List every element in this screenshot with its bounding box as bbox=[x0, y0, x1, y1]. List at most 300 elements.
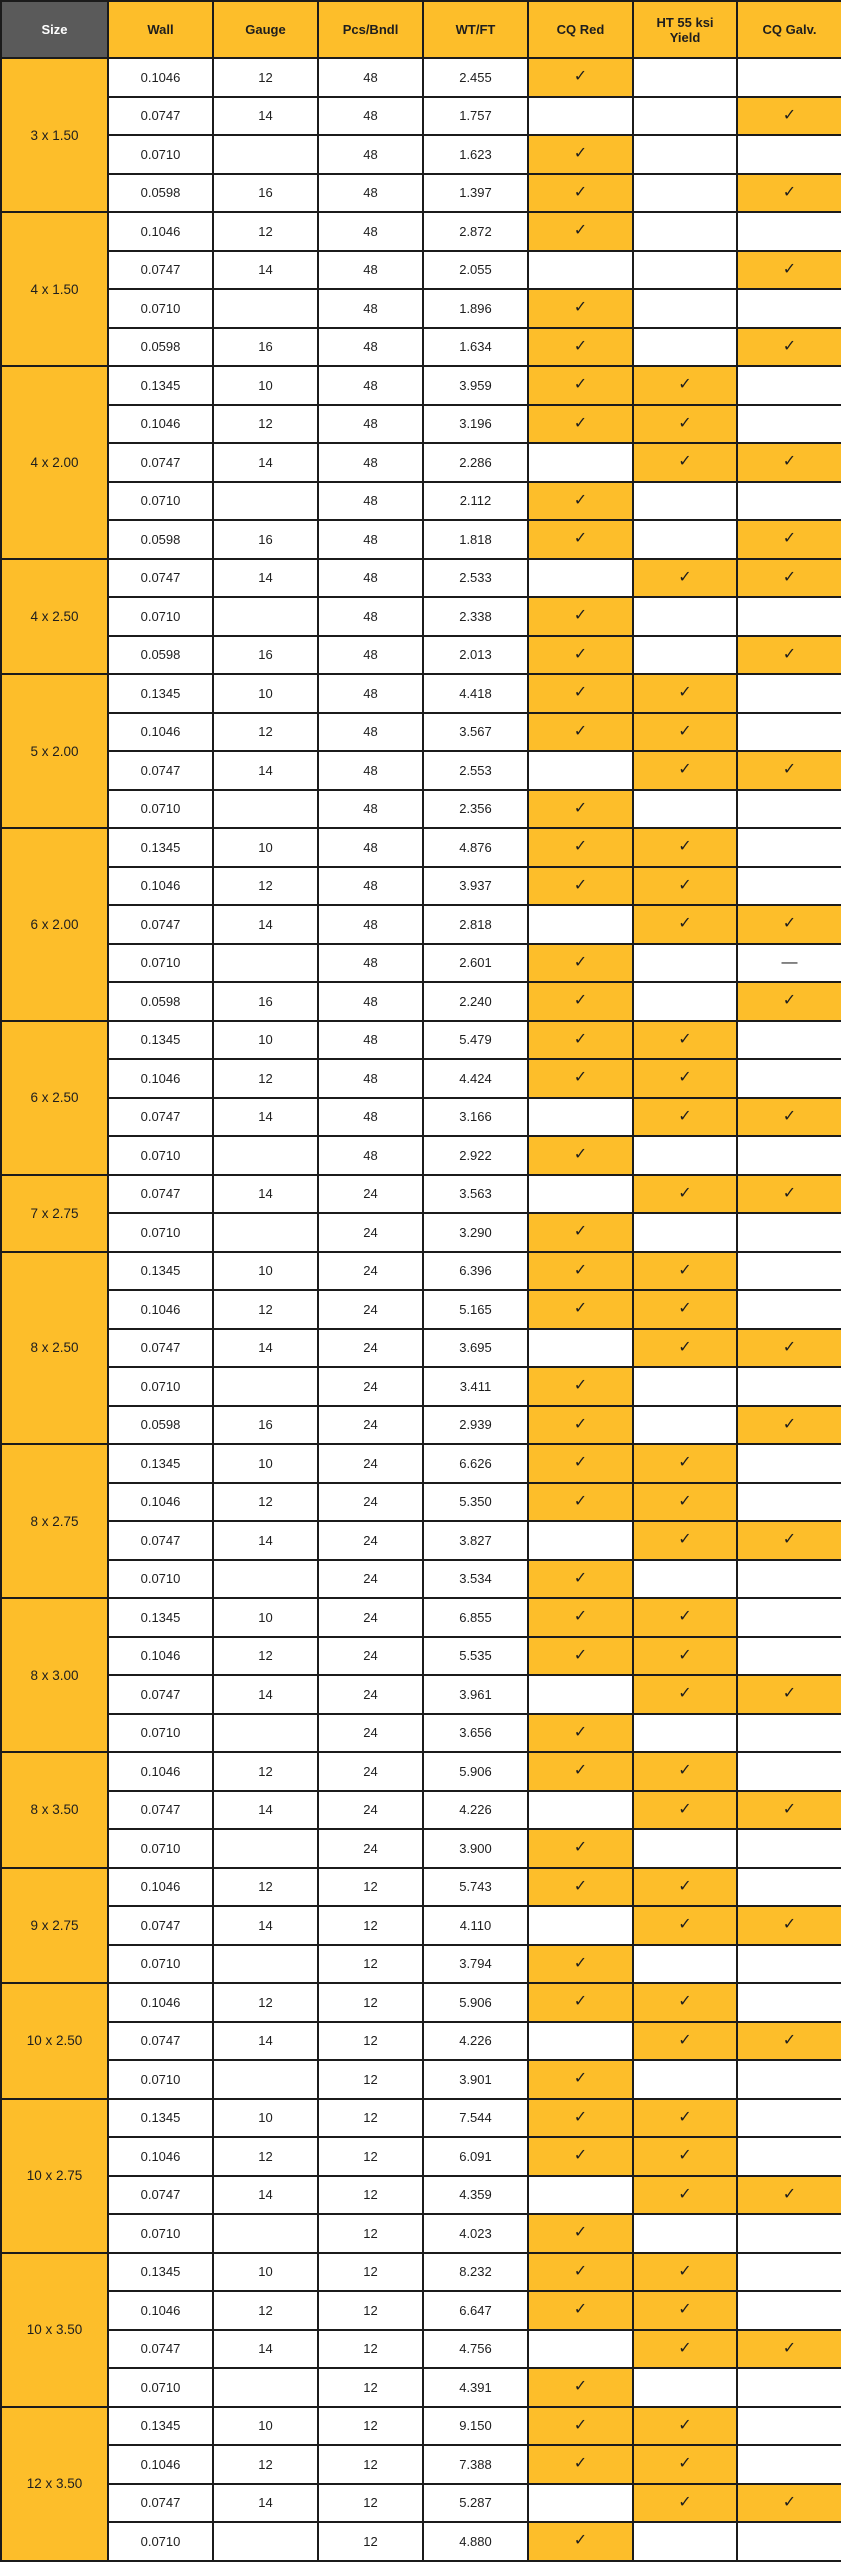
cq-galv-cell bbox=[737, 1675, 841, 1714]
checkmark-icon: ✓ bbox=[678, 2185, 692, 2203]
gauge-cell: 14 bbox=[213, 905, 318, 944]
wall-cell: 0.0747 bbox=[108, 1329, 213, 1368]
ht-55-ksi-cell bbox=[633, 944, 737, 983]
gauge-cell: 12 bbox=[213, 867, 318, 906]
cq-galv-cell bbox=[737, 1752, 841, 1791]
cq-galv-cell bbox=[737, 1829, 841, 1868]
ht-55-ksi-cell bbox=[633, 2330, 737, 2369]
gauge-cell: 10 bbox=[213, 2099, 318, 2138]
wt-ft-cell: 4.424 bbox=[423, 1059, 528, 1098]
gauge-cell: 14 bbox=[213, 1675, 318, 1714]
table-row bbox=[1, 251, 841, 290]
gauge-cell: 14 bbox=[213, 251, 318, 290]
wt-ft-cell: 4.023 bbox=[423, 2214, 528, 2253]
cq-red-cell bbox=[528, 1675, 633, 1714]
checkmark-icon: ✓ bbox=[678, 2339, 692, 2357]
ht-55-ksi-cell bbox=[633, 1329, 737, 1368]
ht-55-ksi-cell bbox=[633, 1906, 737, 1945]
wt-ft-cell: 3.563 bbox=[423, 1175, 528, 1214]
cq-galv-cell bbox=[737, 1098, 841, 1137]
wt-ft-cell: 5.906 bbox=[423, 1752, 528, 1791]
gauge-cell: 10 bbox=[213, 1444, 318, 1483]
checkmark-icon: ✓ bbox=[573, 992, 588, 1010]
ht-55-ksi-cell bbox=[633, 1098, 737, 1137]
size-cell: 6 x 2.00 bbox=[1, 828, 108, 1021]
checkmark-icon: ✓ bbox=[678, 1184, 692, 1202]
gauge-cell: 10 bbox=[213, 1021, 318, 1060]
wall-cell: 0.1046 bbox=[108, 1752, 213, 1791]
size-cell: 10 x 2.50 bbox=[1, 1983, 108, 2099]
checkmark-icon: ✓ bbox=[678, 1762, 692, 1780]
checkmark-icon: ✓ bbox=[678, 2031, 692, 2049]
header-gauge: Gauge bbox=[213, 1, 318, 58]
header-wall: Wall bbox=[108, 1, 213, 58]
cq-galv-cell bbox=[737, 674, 841, 713]
table-row bbox=[1, 2368, 841, 2407]
checkmark-icon: ✓ bbox=[678, 2108, 692, 2126]
checkmark-icon: ✓ bbox=[573, 1377, 588, 1395]
cq-galv-cell bbox=[737, 1252, 841, 1291]
checkmark-icon: ✓ bbox=[782, 568, 797, 586]
checkmark-icon: ✓ bbox=[573, 337, 588, 355]
cq-red-cell bbox=[528, 2137, 633, 2176]
pcs-bndl-cell: 12 bbox=[318, 2445, 423, 2484]
wall-cell: 0.1046 bbox=[108, 1637, 213, 1676]
ht-55-ksi-cell bbox=[633, 97, 737, 136]
wall-cell: 0.1046 bbox=[108, 1290, 213, 1329]
cq-red-cell bbox=[528, 1945, 633, 1984]
table-row bbox=[1, 1906, 841, 1945]
pcs-bndl-cell: 24 bbox=[318, 1213, 423, 1252]
pcs-bndl-cell: 12 bbox=[318, 1906, 423, 1945]
cq-galv-cell bbox=[737, 97, 841, 136]
wt-ft-cell: 2.553 bbox=[423, 751, 528, 790]
table-row bbox=[1, 790, 841, 829]
pcs-bndl-cell: 12 bbox=[318, 2099, 423, 2138]
wt-ft-cell: 2.939 bbox=[423, 1406, 528, 1445]
cq-red-cell bbox=[528, 1021, 633, 1060]
cq-red-cell bbox=[528, 790, 633, 829]
checkmark-icon: ✓ bbox=[573, 799, 588, 817]
wt-ft-cell: 6.091 bbox=[423, 2137, 528, 2176]
checkmark-icon: ✓ bbox=[573, 607, 588, 625]
cq-red-cell bbox=[528, 1752, 633, 1791]
cq-red-cell bbox=[528, 1829, 633, 1868]
gauge-cell: 12 bbox=[213, 1868, 318, 1907]
cq-galv-cell bbox=[737, 790, 841, 829]
cq-red-cell bbox=[528, 1136, 633, 1175]
cq-red-cell bbox=[528, 1560, 633, 1599]
wall-cell: 0.0710 bbox=[108, 289, 213, 328]
pcs-bndl-cell: 48 bbox=[318, 1136, 423, 1175]
wt-ft-cell: 3.567 bbox=[423, 713, 528, 752]
checkmark-icon: ✓ bbox=[573, 1569, 588, 1587]
wt-ft-cell: 2.286 bbox=[423, 443, 528, 482]
cq-red-cell bbox=[528, 2060, 633, 2099]
table-row bbox=[1, 674, 841, 713]
wall-cell: 0.1046 bbox=[108, 1868, 213, 1907]
gauge-cell: 14 bbox=[213, 1098, 318, 1137]
pcs-bndl-cell: 12 bbox=[318, 2253, 423, 2292]
pcs-bndl-cell: 48 bbox=[318, 58, 423, 97]
wall-cell: 0.1345 bbox=[108, 828, 213, 867]
wall-cell: 0.0598 bbox=[108, 328, 213, 367]
wt-ft-cell: 7.544 bbox=[423, 2099, 528, 2138]
wt-ft-cell: 2.013 bbox=[423, 636, 528, 675]
table-row bbox=[1, 1252, 841, 1291]
pcs-bndl-cell: 24 bbox=[318, 1598, 423, 1637]
table-row bbox=[1, 482, 841, 521]
cq-galv-cell bbox=[737, 2445, 841, 2484]
size-cell: 8 x 3.00 bbox=[1, 1598, 108, 1752]
checkmark-icon: ✓ bbox=[573, 2070, 588, 2088]
gauge-cell: 10 bbox=[213, 1252, 318, 1291]
gauge-cell: 14 bbox=[213, 1906, 318, 1945]
cq-red-cell bbox=[528, 1906, 633, 1945]
table-row bbox=[1, 1213, 841, 1252]
checkmark-icon: ✓ bbox=[573, 2416, 588, 2434]
wt-ft-cell: 1.397 bbox=[423, 174, 528, 213]
ht-55-ksi-cell bbox=[633, 328, 737, 367]
wt-ft-cell: 4.880 bbox=[423, 2522, 528, 2561]
checkmark-icon: ✓ bbox=[782, 1184, 797, 1202]
wall-cell: 0.0747 bbox=[108, 2176, 213, 2215]
wt-ft-cell: 2.533 bbox=[423, 559, 528, 598]
table-row bbox=[1, 405, 841, 444]
table-row bbox=[1, 867, 841, 906]
ht-55-ksi-cell bbox=[633, 366, 737, 405]
table-row bbox=[1, 2060, 841, 2099]
wt-ft-cell: 5.350 bbox=[423, 1483, 528, 1522]
checkmark-icon: ✓ bbox=[573, 2532, 588, 2550]
checkmark-icon: ✓ bbox=[782, 106, 797, 124]
pcs-bndl-cell: 24 bbox=[318, 1637, 423, 1676]
cq-galv-cell bbox=[737, 1136, 841, 1175]
cq-galv-cell bbox=[737, 443, 841, 482]
cq-red-cell bbox=[528, 2484, 633, 2523]
checkmark-icon: ✓ bbox=[573, 1030, 588, 1048]
table-row bbox=[1, 1983, 841, 2022]
cq-galv-cell bbox=[737, 1714, 841, 1753]
cq-galv-cell bbox=[737, 1868, 841, 1907]
checkmark-icon: ✓ bbox=[678, 453, 692, 471]
wall-cell: 0.1046 bbox=[108, 1483, 213, 1522]
checkmark-icon: ✓ bbox=[573, 2378, 588, 2396]
wt-ft-cell: 3.794 bbox=[423, 1945, 528, 1984]
table-row bbox=[1, 2484, 841, 2523]
cq-red-cell bbox=[528, 905, 633, 944]
checkmark-icon: ✓ bbox=[573, 530, 588, 548]
checkmark-icon: ✓ bbox=[678, 414, 692, 432]
cq-red-cell bbox=[528, 2368, 633, 2407]
wt-ft-cell: 6.855 bbox=[423, 1598, 528, 1637]
wall-cell: 0.0710 bbox=[108, 2060, 213, 2099]
wall-cell: 0.0710 bbox=[108, 1945, 213, 1984]
ht-55-ksi-cell bbox=[633, 1675, 737, 1714]
wt-ft-cell: 3.961 bbox=[423, 1675, 528, 1714]
ht-55-ksi-cell bbox=[633, 1868, 737, 1907]
checkmark-icon: ✓ bbox=[782, 2185, 797, 2203]
header-pcs-bndl: Pcs/Bndl bbox=[318, 1, 423, 58]
checkmark-icon: ✓ bbox=[573, 2108, 588, 2126]
wt-ft-cell: 1.757 bbox=[423, 97, 528, 136]
wt-ft-cell: 2.055 bbox=[423, 251, 528, 290]
cq-red-cell bbox=[528, 1983, 633, 2022]
cq-galv-cell bbox=[737, 251, 841, 290]
cq-red-cell bbox=[528, 1329, 633, 1368]
wall-cell: 0.0598 bbox=[108, 174, 213, 213]
checkmark-icon: ✓ bbox=[678, 1993, 692, 2011]
table-row bbox=[1, 2137, 841, 2176]
wt-ft-cell: 5.906 bbox=[423, 1983, 528, 2022]
wall-cell: 0.1046 bbox=[108, 2137, 213, 2176]
ht-55-ksi-cell bbox=[633, 905, 737, 944]
wt-ft-cell: 4.418 bbox=[423, 674, 528, 713]
wt-ft-cell: 4.226 bbox=[423, 2022, 528, 2061]
cq-galv-cell bbox=[737, 2099, 841, 2138]
cq-galv-cell bbox=[737, 405, 841, 444]
table-row bbox=[1, 713, 841, 752]
ht-55-ksi-cell bbox=[633, 2484, 737, 2523]
wt-ft-cell: 3.901 bbox=[423, 2060, 528, 2099]
wall-cell: 0.1345 bbox=[108, 366, 213, 405]
gauge-cell: 14 bbox=[213, 1791, 318, 1830]
cq-galv-cell bbox=[737, 1637, 841, 1676]
wt-ft-cell: 6.626 bbox=[423, 1444, 528, 1483]
pcs-bndl-cell: 24 bbox=[318, 1252, 423, 1291]
size-cell: 10 x 2.75 bbox=[1, 2099, 108, 2253]
wt-ft-cell: 5.535 bbox=[423, 1637, 528, 1676]
cq-galv-cell bbox=[737, 58, 841, 97]
header-cq-galv: CQ Galv. bbox=[737, 1, 841, 58]
cq-red-cell bbox=[528, 1367, 633, 1406]
wt-ft-cell: 3.900 bbox=[423, 1829, 528, 1868]
pcs-bndl-cell: 24 bbox=[318, 1521, 423, 1560]
ht-55-ksi-cell bbox=[633, 174, 737, 213]
cq-red-cell bbox=[528, 1213, 633, 1252]
cq-red-cell bbox=[528, 751, 633, 790]
pcs-bndl-cell: 48 bbox=[318, 251, 423, 290]
cq-red-cell bbox=[528, 58, 633, 97]
wall-cell: 0.0747 bbox=[108, 905, 213, 944]
checkmark-icon: ✓ bbox=[573, 145, 588, 163]
wall-cell: 0.0747 bbox=[108, 751, 213, 790]
cq-red-cell bbox=[528, 2214, 633, 2253]
cq-galv-cell bbox=[737, 1521, 841, 1560]
pcs-bndl-cell: 12 bbox=[318, 2330, 423, 2369]
table-row bbox=[1, 905, 841, 944]
checkmark-icon: ✓ bbox=[678, 838, 692, 856]
table-row bbox=[1, 1136, 841, 1175]
cq-galv-cell bbox=[737, 1329, 841, 1368]
checkmark-icon: ✓ bbox=[782, 183, 797, 201]
header-cq-red: CQ Red bbox=[528, 1, 633, 58]
wt-ft-cell: 2.356 bbox=[423, 790, 528, 829]
checkmark-icon: ✓ bbox=[573, 876, 588, 894]
gauge-cell bbox=[213, 1560, 318, 1599]
pcs-bndl-cell: 48 bbox=[318, 559, 423, 598]
cq-red-cell bbox=[528, 2407, 633, 2446]
cq-galv-cell bbox=[737, 1444, 841, 1483]
gauge-cell bbox=[213, 1136, 318, 1175]
checkmark-icon: ✓ bbox=[782, 645, 797, 663]
wall-cell: 0.0710 bbox=[108, 1367, 213, 1406]
wt-ft-cell: 2.601 bbox=[423, 944, 528, 983]
wt-ft-cell: 6.647 bbox=[423, 2291, 528, 2330]
checkmark-icon: ✓ bbox=[573, 2262, 588, 2280]
wall-cell: 0.0710 bbox=[108, 1213, 213, 1252]
cq-galv-cell bbox=[737, 1983, 841, 2022]
table-row bbox=[1, 1098, 841, 1137]
table-row bbox=[1, 2330, 841, 2369]
pcs-bndl-cell: 24 bbox=[318, 1791, 423, 1830]
pcs-bndl-cell: 48 bbox=[318, 1021, 423, 1060]
wall-cell: 0.0747 bbox=[108, 1791, 213, 1830]
gauge-cell: 12 bbox=[213, 1290, 318, 1329]
wt-ft-cell: 4.391 bbox=[423, 2368, 528, 2407]
cq-galv-cell bbox=[737, 2214, 841, 2253]
wall-cell: 0.1046 bbox=[108, 58, 213, 97]
table-row bbox=[1, 174, 841, 213]
pcs-bndl-cell: 48 bbox=[318, 636, 423, 675]
checkmark-icon: ✓ bbox=[678, 1531, 692, 1549]
checkmark-icon: ✓ bbox=[782, 992, 797, 1010]
wall-cell: 0.0710 bbox=[108, 597, 213, 636]
gauge-cell: 12 bbox=[213, 2445, 318, 2484]
checkmark-icon: ✓ bbox=[573, 1993, 588, 2011]
cq-galv-cell bbox=[737, 1483, 841, 1522]
ht-55-ksi-cell bbox=[633, 2522, 737, 2561]
ht-55-ksi-cell bbox=[633, 2253, 737, 2292]
gauge-cell bbox=[213, 1367, 318, 1406]
table-row bbox=[1, 520, 841, 559]
ht-55-ksi-cell bbox=[633, 982, 737, 1021]
pcs-bndl-cell: 48 bbox=[318, 443, 423, 482]
table-row bbox=[1, 1290, 841, 1329]
ht-55-ksi-cell bbox=[633, 1714, 737, 1753]
table-row bbox=[1, 2253, 841, 2292]
pcs-bndl-cell: 12 bbox=[318, 2484, 423, 2523]
wt-ft-cell: 2.240 bbox=[423, 982, 528, 1021]
cq-red-cell bbox=[528, 867, 633, 906]
gauge-cell: 10 bbox=[213, 2407, 318, 2446]
checkmark-icon: ✓ bbox=[678, 684, 692, 702]
header-size: Size bbox=[1, 1, 108, 58]
wt-ft-cell: 3.166 bbox=[423, 1098, 528, 1137]
wall-cell: 0.1046 bbox=[108, 1059, 213, 1098]
table-row bbox=[1, 1868, 841, 1907]
gauge-cell: 14 bbox=[213, 2022, 318, 2061]
ht-55-ksi-cell bbox=[633, 1945, 737, 1984]
wall-cell: 0.0598 bbox=[108, 982, 213, 1021]
wall-cell: 0.1046 bbox=[108, 2445, 213, 2484]
cq-galv-cell bbox=[737, 135, 841, 174]
pcs-bndl-cell: 48 bbox=[318, 1059, 423, 1098]
checkmark-icon: ✓ bbox=[573, 1300, 588, 1318]
gauge-cell: 12 bbox=[213, 1483, 318, 1522]
gauge-cell bbox=[213, 482, 318, 521]
wall-cell: 0.0747 bbox=[108, 1906, 213, 1945]
size-cell: 8 x 3.50 bbox=[1, 1752, 108, 1868]
ht-55-ksi-cell bbox=[633, 2060, 737, 2099]
gauge-cell: 12 bbox=[213, 2137, 318, 2176]
wall-cell: 0.1345 bbox=[108, 1598, 213, 1637]
wall-cell: 0.0747 bbox=[108, 443, 213, 482]
wall-cell: 0.0747 bbox=[108, 251, 213, 290]
gauge-cell: 14 bbox=[213, 751, 318, 790]
wt-ft-cell: 3.411 bbox=[423, 1367, 528, 1406]
ht-55-ksi-cell bbox=[633, 289, 737, 328]
pcs-bndl-cell: 12 bbox=[318, 2137, 423, 2176]
table-row bbox=[1, 1829, 841, 1868]
pcs-bndl-cell: 12 bbox=[318, 2522, 423, 2561]
table-row bbox=[1, 944, 841, 983]
gauge-cell: 10 bbox=[213, 1598, 318, 1637]
checkmark-icon: ✓ bbox=[782, 1916, 797, 1934]
cq-galv-cell bbox=[737, 713, 841, 752]
wt-ft-cell: 3.656 bbox=[423, 1714, 528, 1753]
cq-galv-cell bbox=[737, 2522, 841, 2561]
table-row bbox=[1, 1021, 841, 1060]
pcs-bndl-cell: 48 bbox=[318, 1098, 423, 1137]
ht-55-ksi-cell bbox=[633, 443, 737, 482]
pcs-bndl-cell: 12 bbox=[318, 1868, 423, 1907]
checkmark-icon: ✓ bbox=[573, 2455, 588, 2473]
cq-red-cell bbox=[528, 1252, 633, 1291]
checkmark-icon: ✓ bbox=[573, 2224, 588, 2242]
ht-55-ksi-cell bbox=[633, 713, 737, 752]
wt-ft-cell: 4.226 bbox=[423, 1791, 528, 1830]
checkmark-icon: ✓ bbox=[678, 1107, 692, 1125]
checkmark-icon: ✓ bbox=[678, 915, 692, 933]
cq-red-cell bbox=[528, 713, 633, 752]
wt-ft-cell: 5.479 bbox=[423, 1021, 528, 1060]
cq-red-cell bbox=[528, 1406, 633, 1445]
pcs-bndl-cell: 48 bbox=[318, 905, 423, 944]
gauge-cell bbox=[213, 2368, 318, 2407]
wall-cell: 0.0710 bbox=[108, 2214, 213, 2253]
wt-ft-cell: 1.818 bbox=[423, 520, 528, 559]
table-row bbox=[1, 1444, 841, 1483]
cq-galv-cell bbox=[737, 2368, 841, 2407]
checkmark-icon: ✓ bbox=[573, 2147, 588, 2165]
pcs-bndl-cell: 24 bbox=[318, 1714, 423, 1753]
wall-cell: 0.0710 bbox=[108, 1136, 213, 1175]
ht-55-ksi-cell bbox=[633, 1560, 737, 1599]
cq-galv-cell bbox=[737, 328, 841, 367]
cq-galv-cell bbox=[737, 2330, 841, 2369]
checkmark-icon: ✓ bbox=[782, 2493, 797, 2511]
cq-red-cell bbox=[528, 2176, 633, 2215]
cq-galv-cell bbox=[737, 1367, 841, 1406]
gauge-cell: 10 bbox=[213, 366, 318, 405]
ht-55-ksi-cell bbox=[633, 1791, 737, 1830]
pcs-bndl-cell: 12 bbox=[318, 1945, 423, 1984]
table-row bbox=[1, 1521, 841, 1560]
checkmark-icon: ✓ bbox=[678, 761, 692, 779]
ht-55-ksi-cell bbox=[633, 1367, 737, 1406]
wall-cell: 0.1046 bbox=[108, 405, 213, 444]
gauge-cell: 14 bbox=[213, 1175, 318, 1214]
pcs-bndl-cell: 12 bbox=[318, 2060, 423, 2099]
checkmark-icon: ✓ bbox=[782, 1107, 797, 1125]
gauge-cell bbox=[213, 2522, 318, 2561]
wall-cell: 0.0747 bbox=[108, 1675, 213, 1714]
cq-galv-cell bbox=[737, 751, 841, 790]
checkmark-icon: ✓ bbox=[573, 1146, 588, 1164]
gauge-cell bbox=[213, 1829, 318, 1868]
wall-cell: 0.0747 bbox=[108, 97, 213, 136]
